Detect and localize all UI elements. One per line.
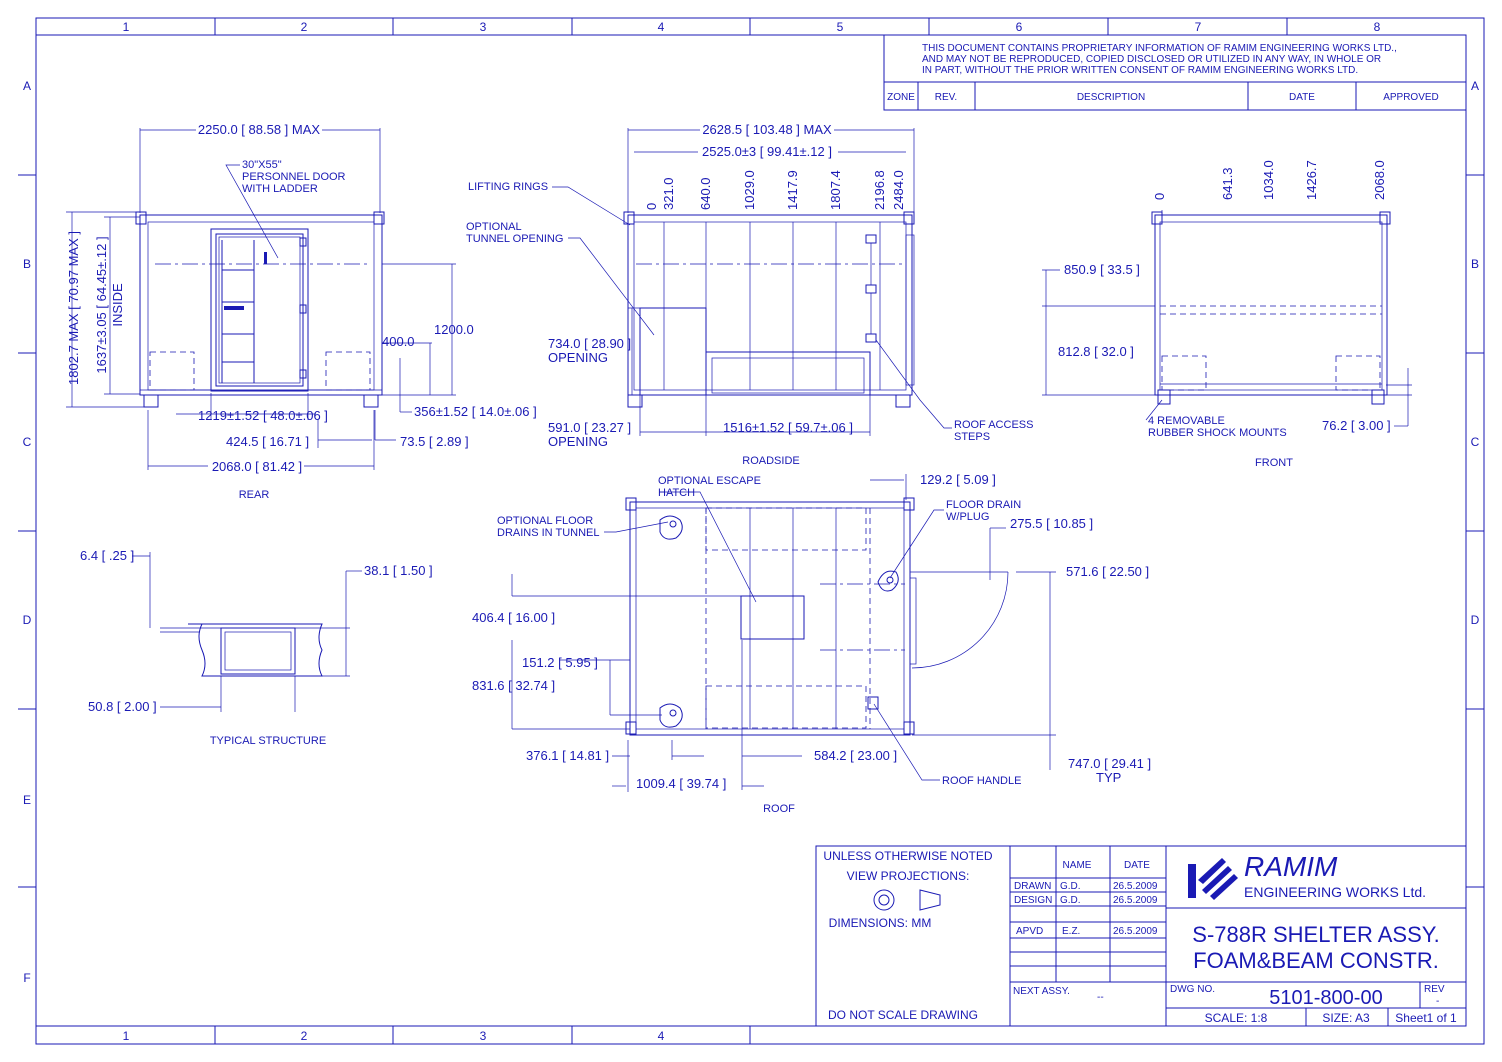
revision-block — [884, 35, 1466, 110]
dims-text: DIMENSIONS: MM — [828, 916, 932, 930]
dim-text: 571.6 [ 22.50 ] — [1066, 564, 1150, 579]
dim-text: 747.0 [ 29.41 ] — [1068, 756, 1152, 771]
floor-drains-label: DRAINS IN TUNNEL — [497, 527, 600, 539]
dim-text: 356±1.52 [ 14.0±.06 ] — [414, 404, 537, 419]
tunnel-label: OPTIONAL — [466, 221, 522, 233]
dim-text: 1009.4 [ 39.74 ] — [636, 776, 727, 791]
tunnel-label: TUNNEL OPENING — [466, 233, 564, 245]
unless-text: UNLESS OTHERWISE NOTED — [823, 849, 993, 863]
apvd-date: 26.5.2009 — [1113, 926, 1158, 937]
dim-text: 812.8 [ 32.0 ] — [1058, 344, 1134, 359]
front-view — [1042, 160, 1412, 469]
dim-text: 424.5 [ 16.71 ] — [226, 434, 310, 449]
dim-text: 275.5 [ 10.85 ] — [1010, 516, 1094, 531]
station-label: 640.0 — [698, 177, 713, 210]
station-label: 321.0 — [661, 177, 676, 210]
dwg-no-label: DWG NO. — [1170, 984, 1215, 995]
station-label: 1426.7 — [1304, 160, 1319, 200]
roof-view — [472, 472, 1151, 815]
door-note: 30"X55" — [242, 159, 282, 171]
col-label: 3 — [479, 20, 487, 34]
dim-text: 151.2 [ 5.95 ] — [522, 655, 598, 670]
dim-text: 2068.0 [ 81.42 ] — [211, 459, 303, 474]
row-label: B — [1470, 257, 1480, 271]
rev-date-header: DATE — [1289, 92, 1315, 103]
roof-steps-label: STEPS — [954, 431, 991, 443]
mounts-label: RUBBER SHOCK MOUNTS — [1148, 427, 1287, 439]
floor-drain-label: FLOOR DRAIN — [946, 499, 1022, 511]
dwg-no-value: 5101-800-00 — [1269, 987, 1383, 1009]
col-label: 4 — [657, 1029, 665, 1043]
view-title: ROOF — [763, 803, 795, 815]
row-label: F — [23, 971, 31, 985]
scale-text: SCALE: 1:8 — [1204, 1011, 1268, 1025]
dim-text: 50.8 [ 2.00 ] — [88, 699, 157, 714]
projection-circle-icon — [874, 890, 894, 910]
dim-text: 2250.0 [ 88.58 ] MAX — [197, 122, 321, 137]
col-label: 2 — [300, 20, 308, 34]
dim-text: 129.2 [ 5.09 ] — [920, 472, 996, 487]
dim-text: 591.0 [ 23.27 ] — [548, 420, 632, 435]
station-label: 1807.4 — [828, 170, 843, 210]
view-title: FRONT — [1255, 457, 1293, 469]
col-label: 8 — [1373, 20, 1381, 34]
dim-text: OPENING — [548, 434, 608, 449]
station-label: 1034.0 — [1261, 160, 1276, 200]
escape-hatch-label: OPTIONAL ESCAPE — [658, 475, 761, 487]
floor-drains-label: OPTIONAL FLOOR — [497, 515, 594, 527]
size-text: SIZE: A3 — [1322, 1011, 1370, 1025]
dim-text: OPENING — [548, 350, 608, 365]
station-label: 0 — [644, 202, 659, 210]
escape-hatch-label: HATCH — [658, 487, 696, 499]
dim-text: 1219±1.52 [ 48.0±.06 ] — [198, 408, 328, 423]
dim-text: 734.0 [ 28.90 ] — [548, 336, 632, 351]
row-label: A — [22, 79, 32, 93]
projection-cone-icon — [920, 890, 940, 910]
design-label: DESIGN — [1014, 895, 1053, 906]
mounts-label: 4 REMOVABLE — [1148, 415, 1225, 427]
drawing-title-1: S-788R SHELTER ASSY. — [1192, 922, 1440, 947]
rev-zone-header: ZONE — [887, 92, 915, 103]
col-label: 1 — [122, 1029, 130, 1043]
view-title: REAR — [238, 489, 270, 501]
view-title: TYPICAL STRUCTURE — [209, 735, 327, 747]
dim-text: 584.2 [ 23.00 ] — [814, 748, 898, 763]
sheet-text: Sheet1 of 1 — [1395, 1011, 1457, 1025]
apvd-label: APVD — [1016, 926, 1044, 937]
row-label: B — [22, 257, 32, 271]
projection-circle-icon — [879, 895, 889, 905]
dim-text: 1516±1.52 [ 59.7±.06 ] — [723, 420, 853, 435]
notice-text: IN PART, WITHOUT THE PRIOR WRITTEN CONSENT OF RAMIM ENGINEERING WORKS LTD. — [922, 65, 1359, 76]
row-label: C — [1470, 435, 1480, 449]
roof-handle-label: ROOF HANDLE — [942, 775, 1022, 787]
station-label: 0 — [1152, 192, 1167, 200]
dim-text: 6.4 [ .25 ] — [80, 548, 135, 563]
station-label: 2196.8 — [872, 170, 887, 210]
rev-rev-header: REV. — [934, 92, 958, 103]
rev-value: - — [1436, 996, 1440, 1007]
row-label: E — [22, 793, 32, 807]
dim-text: 406.4 [ 16.00 ] — [472, 610, 556, 625]
dim-text: 2628.5 [ 103.48 ] MAX — [702, 122, 832, 137]
col-label: 5 — [836, 20, 844, 34]
dim-text: 376.1 [ 14.81 ] — [526, 748, 610, 763]
view-proj-text: VIEW PROJECTIONS: — [846, 869, 970, 883]
row-label: D — [22, 613, 32, 627]
floor-drain-label: W/PLUG — [946, 511, 990, 523]
no-scale-text: DO NOT SCALE DRAWING — [827, 1008, 979, 1022]
col-label: 1 — [122, 20, 130, 34]
station-label: 2484.0 — [891, 170, 906, 210]
dim-text: 400.0 — [382, 334, 415, 349]
rev-label: REV — [1424, 984, 1445, 995]
dim-text: 2525.0±3 [ 99.41±.12 ] — [702, 144, 832, 159]
dim-text: 1637±3.05 [ 64.45±.12 ] — [94, 236, 109, 374]
ramim-logo-icon — [1188, 858, 1238, 900]
col-label: 7 — [1194, 20, 1202, 34]
door-note: PERSONNEL DOOR — [242, 171, 346, 183]
row-label: C — [22, 435, 32, 449]
col-label: 6 — [1015, 20, 1023, 34]
drawn-date: 26.5.2009 — [1113, 881, 1158, 892]
name-header: NAME — [1062, 860, 1092, 871]
apvd-name: E.Z. — [1062, 926, 1081, 937]
station-label: 1417.9 — [785, 170, 800, 210]
lifting-rings-label: LIFTING RINGS — [468, 181, 549, 193]
next-assy-label: NEXT ASSY. — [1013, 986, 1070, 997]
dim-text: 1802.7 MAX [ 70.97 MAX ] — [66, 231, 81, 385]
design-name: G.D. — [1060, 895, 1081, 906]
notice-text: THIS DOCUMENT CONTAINS PROPRIETARY INFORMATION OF RAMIM ENGINEERING WORKS LTD., — [922, 43, 1397, 54]
door-note: WITH LADDER — [242, 183, 318, 195]
row-label: D — [1470, 613, 1480, 627]
typical-structure-view — [80, 548, 433, 747]
col-label: 2 — [300, 1029, 308, 1043]
station-label: 1029.0 — [742, 170, 757, 210]
dim-text: 1200.0 — [434, 322, 474, 337]
design-date: 26.5.2009 — [1113, 895, 1158, 906]
dim-text: 850.9 [ 33.5 ] — [1064, 262, 1140, 277]
dim-text: 73.5 [ 2.89 ] — [400, 434, 469, 449]
dim-text: 76.2 [ 3.00 ] — [1322, 418, 1391, 433]
station-label: 641.3 — [1220, 167, 1235, 200]
view-title: ROADSIDE — [742, 455, 800, 467]
next-assy-value: -- — [1097, 992, 1104, 1003]
dim-text: TYP — [1096, 770, 1122, 785]
roof-steps-label: ROOF ACCESS — [954, 419, 1034, 431]
row-label: A — [1470, 79, 1480, 93]
drawn-name: G.D. — [1060, 881, 1081, 892]
drawn-label: DRAWN — [1014, 881, 1052, 892]
station-label: 2068.0 — [1372, 160, 1387, 200]
company-sub: ENGINEERING WORKS Ltd. — [1244, 884, 1427, 900]
rev-description-header: DESCRIPTION — [1076, 92, 1146, 103]
dim-text: 831.6 [ 32.74 ] — [472, 678, 556, 693]
dim-text: 38.1 [ 1.50 ] — [364, 563, 433, 578]
notice-text: AND MAY NOT BE REPRODUCED, COPIED DISCLOSED OR UTILIZED IN ANY WAY, IN WHOLE OR — [922, 54, 1382, 65]
dim-text: INSIDE — [110, 283, 125, 327]
rev-approved-header: APPROVED — [1383, 92, 1439, 103]
title-block — [816, 846, 1466, 1026]
col-label: 3 — [479, 1029, 487, 1043]
rear-view — [66, 122, 537, 501]
col-label: 4 — [657, 20, 665, 34]
drawing-title-2: FOAM&BEAM CONSTR. — [1193, 948, 1439, 973]
roadside-view — [466, 122, 1033, 467]
company-name: RAMIM — [1244, 851, 1338, 882]
date-header: DATE — [1124, 860, 1150, 871]
